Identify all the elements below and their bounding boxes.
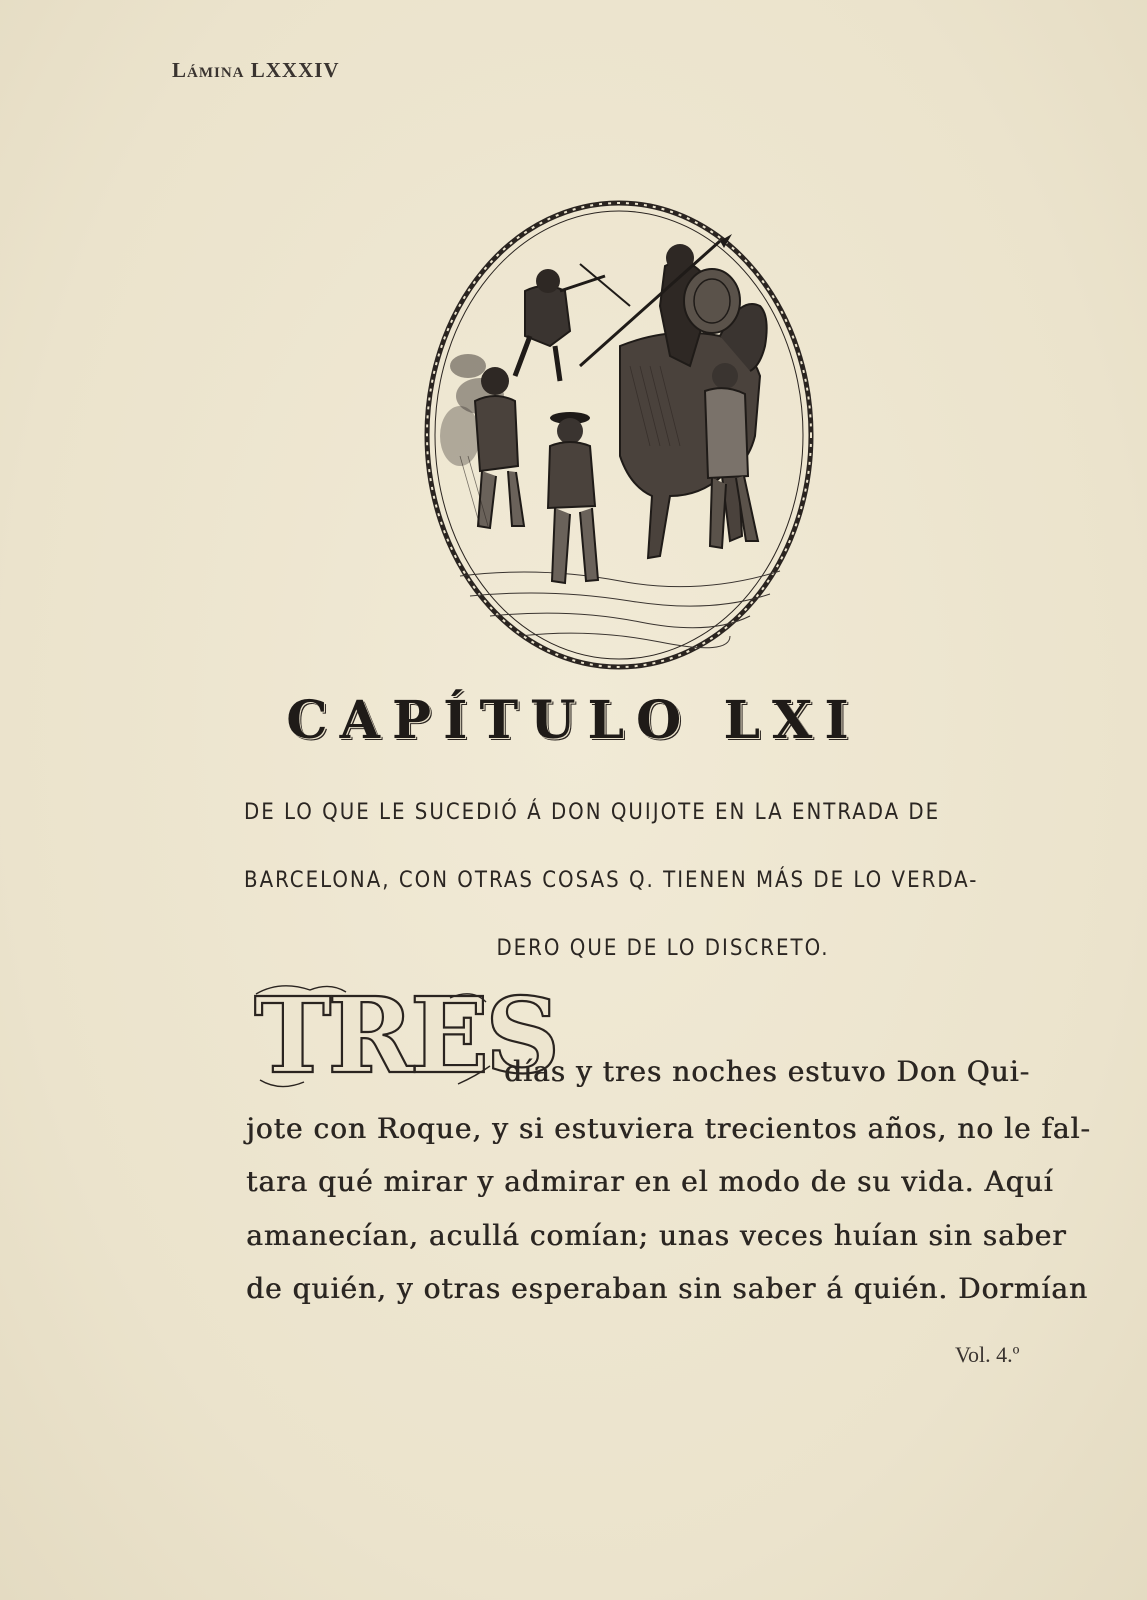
- volume-label: Vol. 4.º: [955, 1342, 1020, 1367]
- chapter-subtitle-line-1: DE LO QUE LE SUCEDIÓ Á DON QUIJOTE EN LA ENTRADA DE: [244, 800, 941, 825]
- ornate-dropcap: [250, 974, 557, 1097]
- dropcap-text: TRES: [254, 974, 557, 1097]
- body-line-2: jote con Roque, y si estuviera trecientos años, no le fal-: [246, 1112, 1091, 1145]
- body-line-4: amanecían, acullá comían; unas veces huían sin saber: [246, 1219, 1067, 1252]
- chapter-title: CAPÍTULO LXI: [286, 690, 861, 751]
- body-line-3: tara qué mirar y admirar en el modo de su vida. Aquí: [246, 1165, 1054, 1198]
- chapter-subtitle-line-2: BARCELONA, CON OTRAS COSAS Q. TIENEN MÁS DE LO VERDA-: [244, 868, 979, 893]
- oval-engraving-icon: [420, 196, 818, 674]
- chapter-subtitle-line-3: DERO QUE DE LO DISCRETO.: [496, 936, 830, 961]
- body-line-1: días y tres noches estuvo Don Qui-: [504, 1055, 1030, 1088]
- body-line-5: de quién, y otras esperaban sin saber á quién. Dormían: [246, 1272, 1088, 1305]
- plate-label: Lámina LXXXIV: [172, 58, 340, 82]
